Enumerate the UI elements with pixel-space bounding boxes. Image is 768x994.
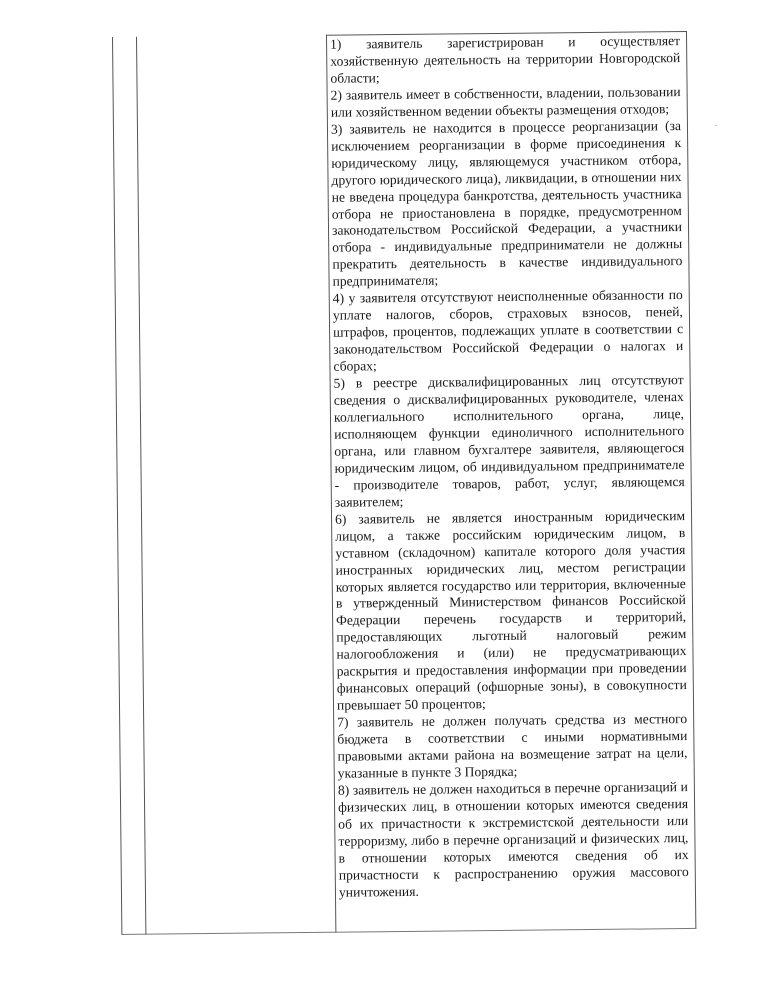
condition-2: 2) заявитель имеет в собственности, владении, пользовании или хозяйственном ведении объекты размещения отходов; bbox=[330, 83, 681, 120]
scan-speck: · bbox=[714, 120, 718, 132]
table-border-left bbox=[112, 37, 122, 935]
condition-4: 4) у заявителя отсутствуют неисполненные обязанности по уплате налогов, сборов, страховых взносов, пеней, штрафов, процентов, подлежащих уплате в соответствии с законодательством Российской Федерации о налогах и сборах; bbox=[332, 287, 684, 374]
table-bottom-border bbox=[121, 928, 696, 935]
condition-8: 8) заявитель не должен находиться в перечне организаций и физических лиц, в отношении которых имеются сведения об их причастности к экстремистской деятельности или терроризму, либо в перечне организаций и физических лиц, в отношении которых имеются сведения об их причастности к распространению оружия массового уничтожения. bbox=[337, 778, 689, 900]
condition-1: 1) заявитель зарегистрирован и осуществляет хозяйственную деятельность на территории Новгородской области; bbox=[330, 33, 681, 86]
condition-6: 6) заявитель не является иностранным юридическим лицом, а также российским юридическим лицом, в уставном (складочном) капитале которого доля участия иностранных юридических лиц, местом регистрации которых является государство или территория, включенные в утвержденный Министерством финансов Российской Федерации перечень государств и территорий, предоставляющих льготный налоговый режим налогообложения и (или) не предусматривающих раскрытия и предоставления информации при проведении финансовых операций (офшорные зоны), в совокупности превышает 50 процентов; bbox=[334, 507, 687, 713]
table-column-divider-1 bbox=[136, 37, 146, 935]
document-table bbox=[112, 31, 696, 935]
condition-5: 5) в реестре дисквалифицированных лиц отсутствуют сведения о дисквалифицированных руководителе, членах коллегиального исполнительного органа, лице, исполняющем функции единоличного исполнительного органа, или главном бухгалтере заявителя, являющегося юридическим лицом, об индивидуальном предпринимателе - производителе товаров, работ, услуг, являющемся заявителем; bbox=[333, 372, 685, 510]
condition-3: 3) заявитель не находится в процессе реорганизации (за исключением реорганизации в форме присоединения к юридическому лицу, являющемуся участником отбора, другого юридического лица), ликвидации, в отношении них не введена процедура банкротства, деятельность участника отбора не приостановлена в порядке, предусмотренном законодательством Российской Федерации, а участники отбора - индивидуальные предприниматели не должны прекратить деятельность в качестве индивидуального предпринимателя; bbox=[330, 117, 683, 290]
conditions-cell bbox=[330, 33, 689, 901]
condition-7: 7) заявитель не должен получать средства из местного бюджета в соответствии с иными нормативными правовыми актами района на возмещение затрат на цели, указанные в пункте 3 Порядка; bbox=[337, 711, 688, 781]
